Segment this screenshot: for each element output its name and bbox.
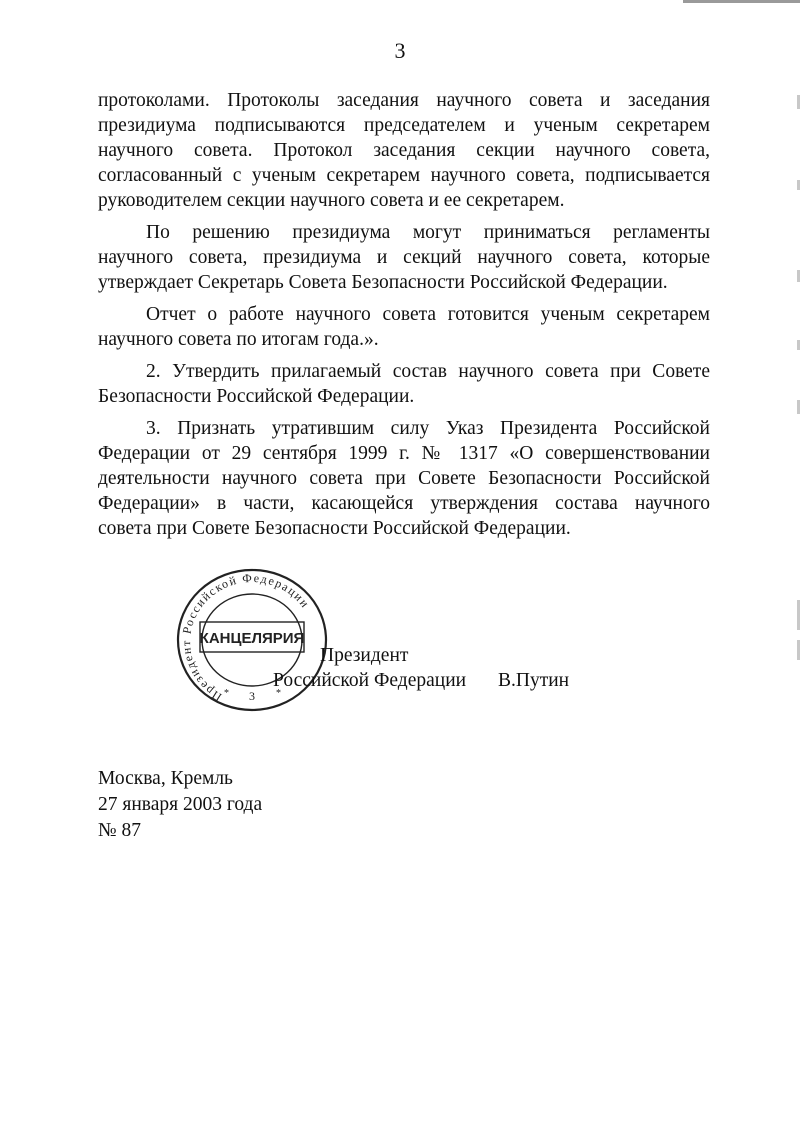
- text-line: научного совета. Протокол заседания секции научного совета,: [98, 140, 710, 161]
- text-line: Отчет о работе научного совета готовится ученым секретарем: [146, 304, 710, 325]
- top-edge-rule: [683, 0, 800, 3]
- text-line: научного совета, президиума и секций научного совета, которые: [98, 247, 710, 268]
- text-line: согласованный с ученым секретарем научного совета, подписывается: [98, 165, 710, 186]
- text-line: Безопасности Российской Федерации.: [98, 386, 415, 407]
- text-line: Федерации» в части, касающейся утверждения состава научного: [98, 493, 710, 514]
- page-number: 3: [394, 38, 406, 63]
- signature-title-line1: Президент: [320, 645, 409, 666]
- text-line: руководителем секции научного совета и ее секретарем.: [98, 190, 565, 211]
- footer-number: № 87: [98, 820, 141, 841]
- text-line: президиума подписываются председателем и ученым секретарем: [98, 115, 710, 136]
- text-line: По решению президиума могут приниматься регламенты: [146, 222, 710, 243]
- footer-date: 27 января 2003 года: [98, 794, 263, 815]
- paragraph-report: [98, 302, 710, 352]
- text-line: совета при Совете Безопасности Российской Федерации.: [98, 518, 571, 539]
- paragraph-item-3: [98, 416, 710, 541]
- text-line: научного совета по итогам года.».: [98, 329, 379, 350]
- stamp-center-text: КАНЦЕЛЯРИЯ: [199, 630, 305, 647]
- stamp-number: 3: [249, 689, 255, 703]
- document-body: [98, 88, 710, 541]
- text-line: протоколами. Протоколы заседания научного совета и заседания: [98, 90, 710, 111]
- stamp-star-icon: *: [276, 688, 281, 699]
- paragraph-item-2: [98, 359, 710, 409]
- document-footer: [98, 766, 262, 844]
- paragraph-regulations: [98, 220, 710, 295]
- text-line: деятельности научного совета при Совете Безопасности Российской: [98, 468, 710, 489]
- stamp-ring-text: Президент Российской Федерации: [179, 570, 313, 705]
- text-line: 2. Утвердить прилагаемый состав научного совета при Совете: [146, 361, 710, 382]
- signature-name: В.Путин: [498, 670, 570, 691]
- text-line: 3. Признать утратившим силу Указ Президента Российской: [146, 418, 710, 439]
- footer-place: Москва, Кремль: [98, 768, 233, 789]
- paragraph-protocols: [98, 88, 710, 213]
- signature-title-line2: Российской Федерации: [273, 670, 467, 691]
- text-line: Федерации от 29 сентября 1999 г. № 1317 «О совершенствовании: [98, 443, 710, 464]
- stamp-star-icon: *: [224, 688, 229, 699]
- text-line: утверждает Секретарь Совета Безопасности Российской Федерации.: [98, 272, 668, 293]
